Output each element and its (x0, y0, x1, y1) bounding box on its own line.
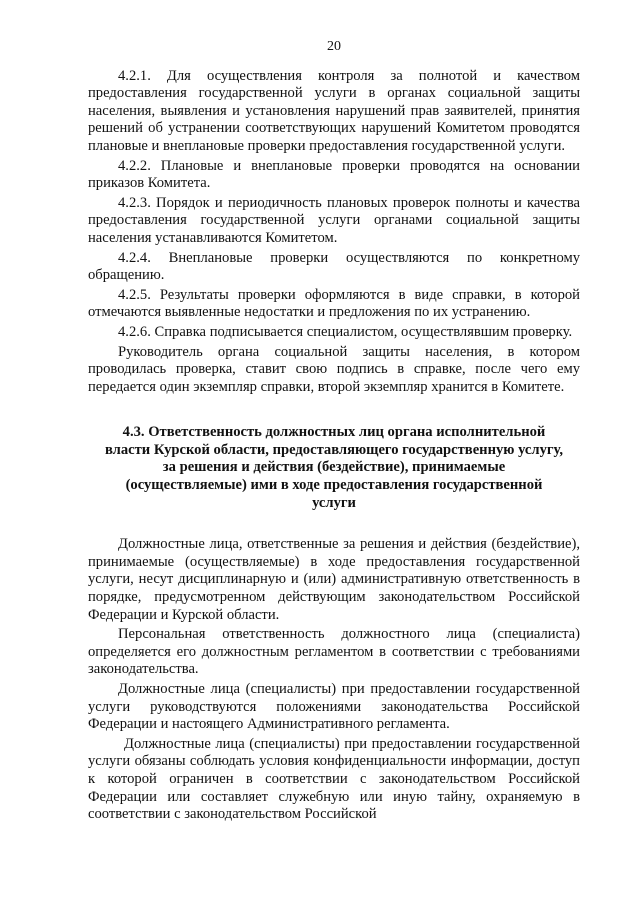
paragraph-4-2-3: 4.2.3. Порядок и периодичность плановых проверок полноты и качества предоставления государственной услуги органами социальной защиты населения устанавливаются Комитетом. (88, 194, 580, 246)
paragraph-confidentiality: Должностные лица (специалисты) при предоставлении государственной услуги обязаны соблюдать условия конфиденциальности информации, доступ к которой ограничен в соответствии с законодательством Российской Федерации или составляет служебную или иную тайну, охраняемую в соответствии с законодательством Российской (88, 735, 580, 823)
paragraph-responsibility: Должностные лица, ответственные за решения и действия (бездействие), принимаемые (осуществляемые) в ходе предоставления государственной услуги, несут дисциплинарную и (или) административную ответственность в порядке, предусмотренном действующим законодательством Российской Федерации и Курской области. (88, 536, 580, 623)
paragraph-4-2-5: 4.2.5. Результаты проверки оформляются в виде справки, в которой отмечаются выявленные недостатки и предложения по их устранению. (88, 286, 580, 321)
section-4-3-body (88, 536, 580, 824)
section-4-2-body (88, 68, 580, 397)
page-number: 20 (327, 39, 341, 54)
paragraph-4-2-6: 4.2.6. Справка подписывается специалистом, осуществлявшим проверку. (118, 323, 573, 340)
paragraph-personal-responsibility: Персональная ответственность должностного лица (специалиста) определяется его должностным регламентом в соответствии с требованиями законодательства. (88, 626, 580, 678)
paragraph-guidance: Должностные лица (специалисты) при предоставлении государственной услуги руководствуются положениями законодательства Российской Федерации и настоящего Административного регламента. (88, 681, 580, 733)
section-heading-4-3: 4.3. Ответственность должностных лиц органа исполнительной власти Курской области, предоставляющего государственную услугу, за решения и действия (бездействие), принимаемые (осуществляемые) ими в ходе предоставления государственной услуги (104, 424, 564, 511)
paragraph-head-signature: Руководитель органа социальной защиты населения, в котором проводилась проверка, ставит свою подпись в справке, после чего ему передается один экземпляр справки, второй экземпляр хранится в Комитете. (88, 343, 580, 395)
paragraph-4-2-4: 4.2.4. Внеплановые проверки осуществляются по конкретному обращению. (88, 249, 580, 284)
paragraph-4-2-1: 4.2.1. Для осуществления контроля за полнотой и качеством предоставления государственной услуги в органах социальной защиты населения, выявления и установления нарушений прав заявителей, принятия решений об устранении соответствующих нарушений Комитетом проводятся плановые и внеплановые проверки предоставления государственной услуги. (88, 67, 580, 154)
paragraph-4-2-2: 4.2.2. Плановые и внеплановые проверки проводятся на основании приказов Комитета. (88, 157, 580, 192)
